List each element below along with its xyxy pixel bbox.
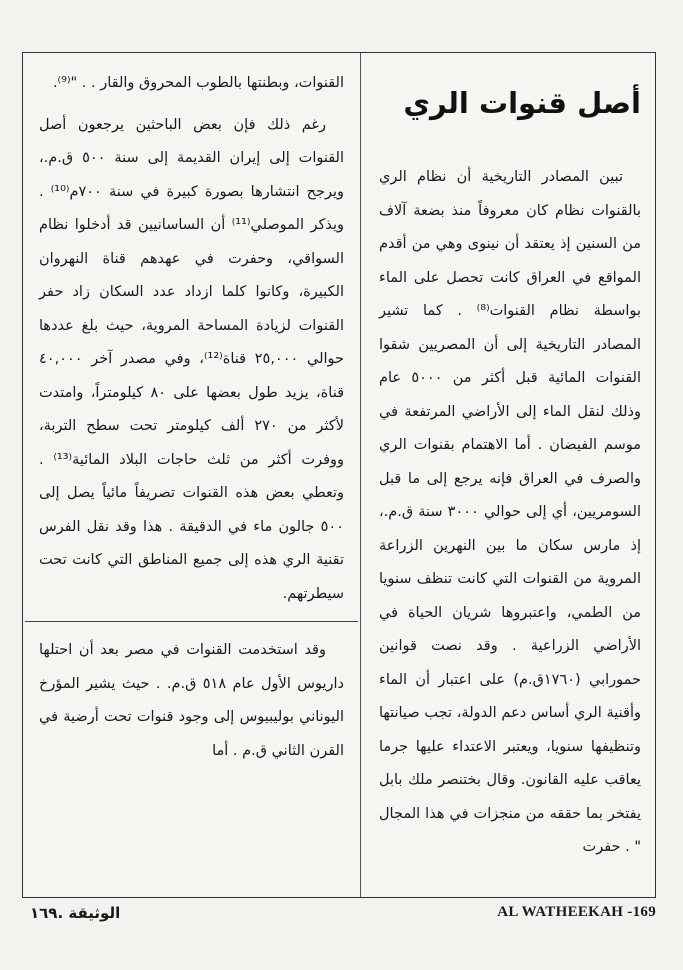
footer-arabic-page-number: الوثيقة .١٦٩ bbox=[30, 904, 121, 922]
right-column-paragraph: تبين المصادر التاريخية أن نظام الري بالقنوات نظام كان معروفاً منذ بضعة آلاف من السنين إذ يعتقد أن نينوى وهي من أقدم المواقع في العراق كانت تحصل على الماء بواسطة نظام القنوات⁽⁸⁾ . كما تشير المصادر التاريخية إلى أن المصريين شقوا القنوات المائية قبل أكثر من ٥٠٠٠ عام وذلك لنقل الماء إلى الأراضي المرتفعة في موسم الفيضان . أما الاهتمام بقنوات الري والصرف في العراق فإنه يرجع إلى ما قبل السومريين، أي إلى حوالي ٣٠٠٠ سنة ق.م.، إذ مارس سكان ما بين النهرين الزراعة المروية من القنوات التي كانت تنظف سنويا من الطمي، واعتبروها شريان الحياة في الأراضي الزراعية . وقد نصت قوانين حمورابي (١٧٦٠ق.م) على اعتبار أن الماء وأقنية الري أساس دعم الدولة، تجب صيانتها وتنظيفها سنويا، ويعتبر الاعتداء عليها جرما يعاقب عليه القانون. وقال بختنصر ملك بابل يفتخر بما حققه من منجزات في هذا المجال " . حفرت bbox=[379, 169, 641, 855]
left-column bbox=[25, 53, 358, 897]
column-divider bbox=[360, 53, 361, 897]
section-separator bbox=[25, 621, 358, 622]
left-column-paragraph-egypt: وقد استخدمت القنوات في مصر بعد أن احتلها داريوس الأول عام ٥١٨ ق.م. . حيث يشير المؤرخ اليوناني بوليبيوس إلى وجود قنوات تحت أرضية في القرن الثاني ق.م . أما bbox=[39, 642, 344, 759]
page-frame bbox=[22, 52, 656, 898]
right-column bbox=[367, 53, 655, 897]
left-column-paragraph-iran: رغم ذلك فإن بعض الباحثين يرجعون أصل القنوات إلى إيران القديمة إلى سنة ٥٠٠ ق.م.، ويرجح انتشارها بصورة كبيرة في سنة ٧٠٠م⁽¹⁰⁾ . ويذكر الموصلي⁽¹¹⁾ أن الساسانيين قد أدخلوا نظام السواقي، وحفرت في عهدهم قناة النهروان الكبيرة، وكانوا كلما ازداد عدد السكان زاد حفر القنوات لزيادة المساحة المروية، حيث بلغ عددها حوالي ٢٥,٠٠٠ قناة⁽¹²⁾، وفي مصدر آخر ٤٠,٠٠٠ قناة، يزيد طول بعضها على ٨٠ كيلومتراً، وامتدت لأكثر من ٢٧٠ ألف كيلومتر تحت سطح التربة، ووفرت أكثر من ثلث حاجات البلاد المائية⁽¹³⁾ . وتعطي بعض هذه القنوات تصريفاً مائياً يصل إلى ٥٠٠ جالون ماء في الدقيقة . هذا وقد نقل الفرس تقنية الري هذه إلى جميع المناطق التي كانت تحت سيطرتهم. bbox=[39, 116, 345, 602]
article-title: أصل قنوات الري bbox=[403, 86, 641, 120]
left-column-continuation: القنوات، وبطنتها بالطوب المحروق والقار . . "⁽⁹⁾. bbox=[52, 75, 344, 91]
page-footer bbox=[22, 904, 656, 928]
footer-latin-page-number: AL WATHEEKAH -169 bbox=[497, 904, 656, 920]
